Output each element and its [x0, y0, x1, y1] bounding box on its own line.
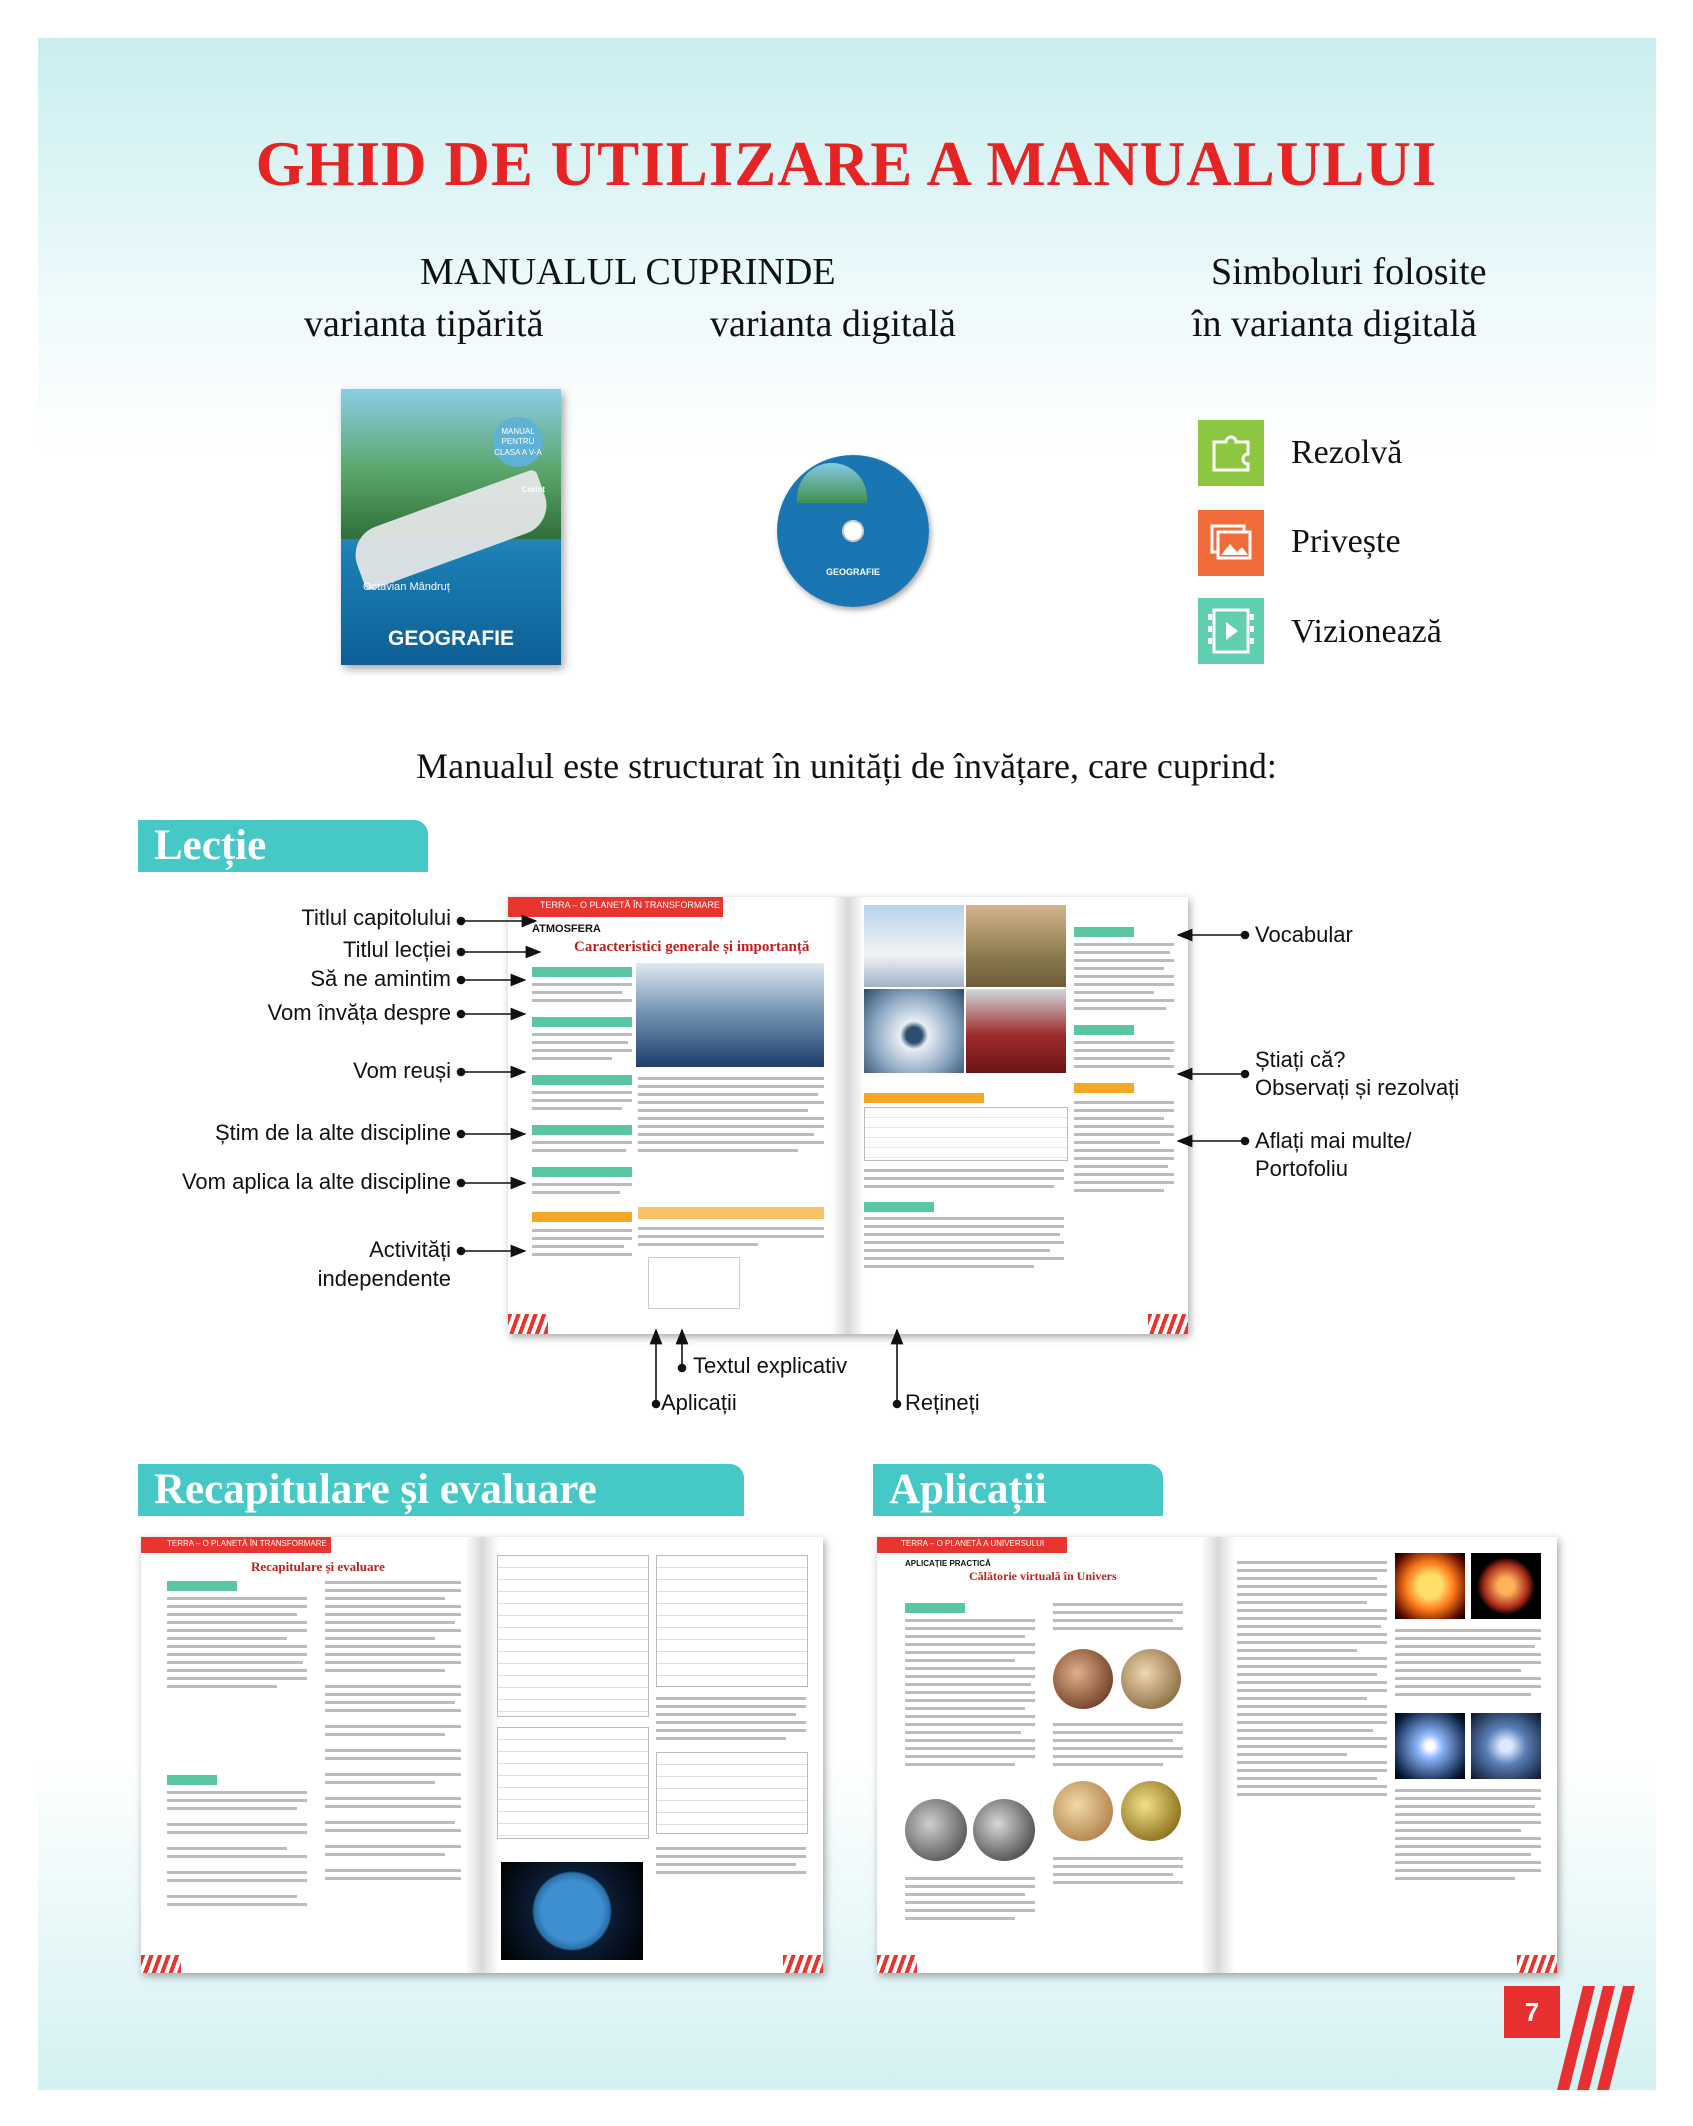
label-other-disciplines: Știm de la alte discipline — [214, 1120, 451, 1145]
digital-version-label: varianta digitală — [710, 303, 956, 345]
review-tab: Recapitulare și evaluare — [138, 1464, 744, 1516]
star-photo — [1395, 1713, 1465, 1779]
printed-version-label: varianta tipărită — [304, 303, 544, 345]
label-learn-more: Aflați mai multe/ — [1255, 1128, 1412, 1153]
label-applications: Aplicații — [661, 1390, 737, 1415]
applications-running-head: TERRA – O PLANETĂ A UNIVERSULUI — [901, 1539, 1045, 1548]
symbol-label-vizioneaza: Vizionează — [1291, 613, 1442, 650]
digital-cd — [777, 455, 929, 607]
page-title: GHID DE UTILIZARE A MANUALULUI — [255, 129, 1438, 199]
review-page-title: Recapitulare și evaluare — [251, 1559, 385, 1574]
label-apply-disciplines: Vom aplica la alte discipline — [181, 1169, 451, 1194]
review-spread-preview — [141, 1537, 823, 1973]
label-independent: independente — [317, 1266, 451, 1291]
box-header — [532, 1125, 632, 1135]
nebula-photo — [1471, 1553, 1541, 1619]
review-table — [656, 1752, 808, 1834]
publisher-logo: Corint — [521, 485, 545, 494]
applications-page-title: Călătorie virtuală în Univers — [969, 1569, 1117, 1583]
hurricane-photo — [864, 989, 964, 1073]
box-header — [532, 1075, 632, 1085]
label-activities: Activități — [369, 1237, 451, 1262]
symbol-label-priveste: Privește — [1291, 523, 1401, 560]
lesson-title-preview: Caracteristici generale și importanță — [574, 939, 810, 955]
class-badge: MANUAL PENTRU CLASA A V-A — [493, 417, 543, 467]
label-will-succeed: Vom reuși — [353, 1058, 451, 1083]
data-table — [864, 1107, 1068, 1161]
desert-tree-photo — [966, 905, 1066, 987]
label-did-you-know: Știați că? — [1255, 1047, 1346, 1072]
vocabulary-header — [1074, 927, 1134, 937]
learn-more-header — [1074, 1083, 1134, 1093]
book-author: Octavian Mândruț — [363, 581, 450, 593]
box-header — [532, 1017, 632, 1027]
film-icon[interactable] — [1198, 598, 1264, 664]
label-vocabulary: Vocabular — [1255, 922, 1353, 947]
lesson-section: ATMOSFERA — [532, 923, 601, 935]
earth-photo — [501, 1862, 643, 1960]
moon-photo — [905, 1799, 967, 1861]
clouds-photo — [864, 905, 964, 987]
symbol-label-rezolva: Rezolvă — [1291, 434, 1403, 471]
did-you-know-header — [1074, 1025, 1134, 1035]
review-running-head: TERRA – O PLANETĂ ÎN TRANSFORMARE — [167, 1539, 327, 1548]
applications-tab: Aplicații — [873, 1464, 1163, 1516]
lesson-spread-preview — [508, 897, 1188, 1334]
review-table — [656, 1555, 808, 1687]
observe-header — [864, 1093, 984, 1103]
lesson-tab: Lecție — [138, 820, 428, 872]
greenhouse-photo — [966, 989, 1066, 1073]
label-will-learn: Vom învăța despre — [267, 1000, 451, 1025]
sun-photo — [1395, 1553, 1465, 1619]
applications-kicker: APLICAȚIE PRACTICĂ — [905, 1559, 991, 1568]
label-retain: Rețineți — [905, 1390, 980, 1415]
printed-textbook-cover — [341, 389, 561, 665]
cd-subject: GEOGRAFIE — [825, 567, 880, 577]
applications-box — [638, 1207, 824, 1219]
images-icon[interactable] — [1198, 510, 1264, 576]
planet-photo — [1121, 1649, 1181, 1709]
box-header — [532, 967, 632, 977]
activity-header — [532, 1212, 632, 1222]
planet-photo — [1053, 1781, 1113, 1841]
label-explanatory-text: Textul explicativ — [693, 1353, 848, 1378]
review-table — [497, 1727, 649, 1839]
earth-atmosphere-photo — [636, 963, 824, 1067]
applications-spread-preview — [877, 1537, 1557, 1973]
page-number: 7 — [1504, 1986, 1560, 2038]
galaxy-photo — [1471, 1713, 1541, 1779]
cd-photo — [797, 463, 867, 503]
moon-photo — [973, 1799, 1035, 1861]
puzzle-icon[interactable] — [1198, 420, 1264, 486]
review-table — [497, 1555, 649, 1717]
units-intro: Manualul este structurat în unități de învățare, care cuprind: — [416, 746, 1277, 786]
corner-stripes — [508, 1314, 548, 1334]
symbols-heading-line2: în varianta digitală — [1192, 303, 1477, 345]
planet-photo — [1121, 1781, 1181, 1841]
label-observe-solve: Observați și rezolvați — [1255, 1075, 1460, 1100]
label-lesson-title: Titlul lecției — [343, 937, 451, 962]
label-portfolio: Portofoliu — [1255, 1156, 1348, 1181]
corner-stripes — [1148, 1314, 1188, 1334]
small-table — [648, 1257, 740, 1309]
retain-header — [864, 1202, 934, 1212]
contents-heading: MANUALUL CUPRINDE — [420, 251, 836, 293]
symbols-heading-line1: Simboluri folosite — [1211, 251, 1487, 293]
lesson-running-head: TERRA – O PLANETĂ ÎN TRANSFORMARE — [540, 900, 720, 910]
planet-photo — [1053, 1649, 1113, 1709]
label-remember: Să ne amintim — [310, 966, 451, 991]
label-chapter-title: Titlul capitolului — [301, 905, 451, 930]
book-subject: GEOGRAFIE — [387, 627, 514, 650]
box-header — [532, 1167, 632, 1177]
